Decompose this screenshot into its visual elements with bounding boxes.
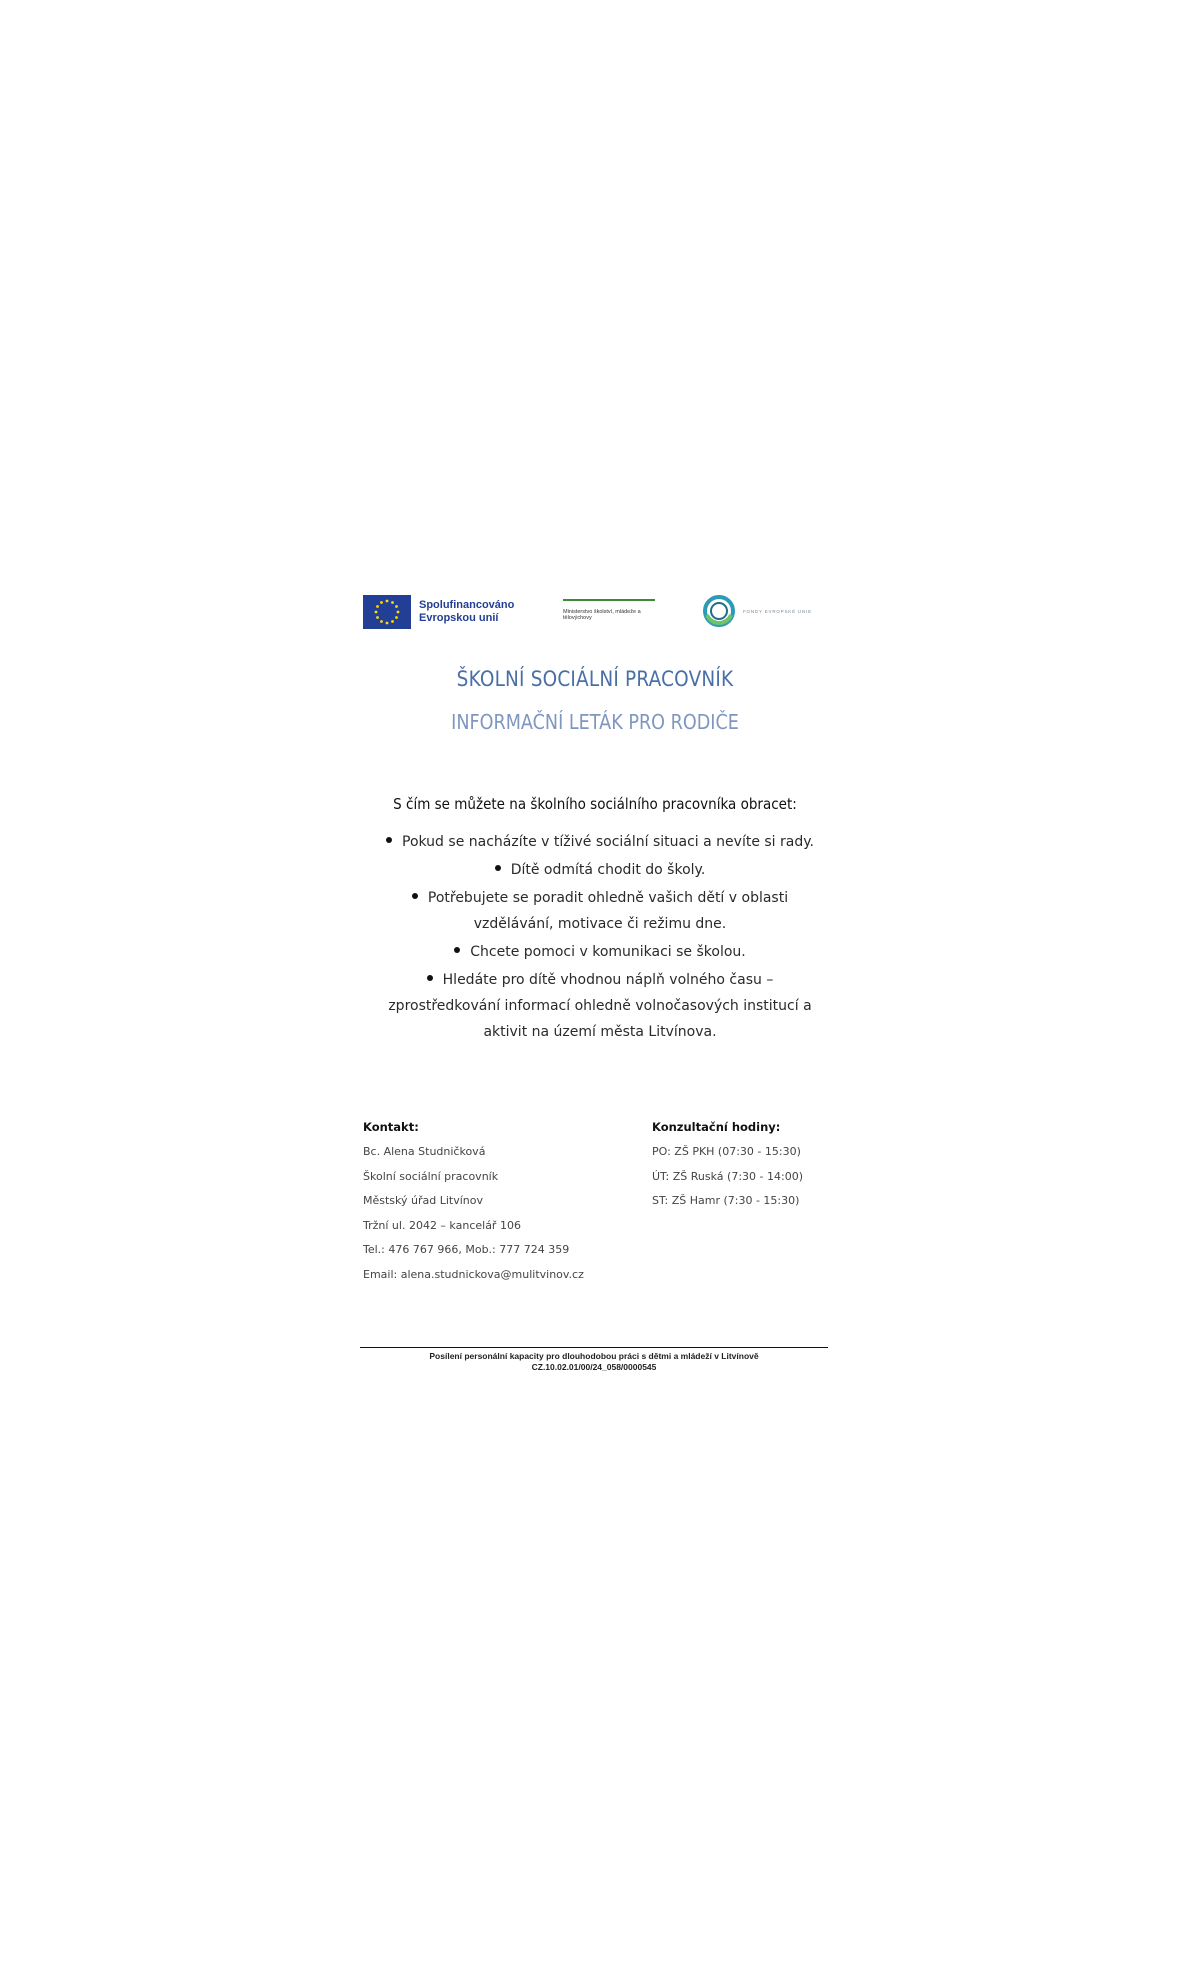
bullet-icon (412, 893, 418, 899)
bullet-icon (386, 837, 392, 843)
intro-question: S čím se můžete na školního sociálního pracovníka obracet: (393, 795, 797, 813)
footer-divider (360, 1347, 828, 1348)
ministry-logo (563, 599, 655, 621)
list-item-text: Pokud se nacházíte v tíživé sociální situaci a nevíte si rady. (402, 834, 814, 850)
logo-bar (360, 585, 830, 635)
eu-flag-icon (363, 595, 411, 629)
list-item-text: Hledáte pro dítě vhodnou náplň volného času – zprostředkování informací ohledně volnočasových institucí a aktivit na území města Litvínova. (388, 972, 812, 1040)
fund-logo (701, 593, 812, 629)
leaflet-page (360, 575, 830, 1375)
list-item (380, 885, 820, 937)
list-item (380, 967, 820, 1045)
list-item-text: Chcete pomoci v komunikaci se školou. (470, 944, 746, 960)
page-subtitle: INFORMAČNÍ LETÁK PRO RODIČE (451, 710, 739, 734)
page-title: ŠKOLNÍ SOCIÁLNÍ PRACOVNÍK (456, 667, 734, 691)
contact-name: Bc. Alena Studničková (363, 1145, 486, 1158)
bullet-icon (495, 865, 501, 871)
list-item-text: Dítě odmítá chodit do školy. (510, 862, 706, 878)
eu-logo (363, 595, 514, 629)
footer (360, 1351, 828, 1373)
ministry-logo-line (563, 599, 655, 601)
list-item (380, 939, 820, 965)
ministry-logo-text: Ministerstvo školství, mládeže a tělovýchovy (563, 609, 641, 621)
contact-role: Školní sociální pracovník (363, 1169, 499, 1183)
eu-logo-text (419, 599, 514, 625)
list-item (380, 857, 820, 883)
footer-project-name: Posílení personální kapacity pro dlouhodobou práci s dětmi a mládeží v Litvínově (429, 1351, 759, 1361)
eu-logo-line2: Evropskou unií (419, 612, 499, 624)
list-item (380, 829, 820, 855)
contact-email[interactable]: Email: alena.studnickova@mulitvinov.cz (363, 1267, 584, 1281)
contact-block (363, 1115, 613, 1287)
bullet-icon (454, 947, 460, 953)
hours-block (652, 1115, 832, 1214)
fund-ring-icon (701, 593, 737, 629)
bullet-icon (427, 975, 433, 981)
hours-monday: PO: ZŠ PKH (07:30 - 15:30) (652, 1145, 801, 1158)
contact-address: Tržní ul. 2042 – kancelář 106 (363, 1218, 521, 1232)
contact-phone: Tel.: 476 767 966, Mob.: 777 724 359 (363, 1243, 570, 1256)
eu-logo-line1: Spolufinancováno (419, 599, 515, 611)
footer-project-code: CZ.10.02.01/00/24_058/0000545 (531, 1362, 657, 1372)
hours-heading: Konzultační hodiny: (652, 1120, 781, 1134)
list-item-text: Potřebujete se poradit ohledně vašich dětí v oblasti vzdělávání, motivace či režimu dne. (427, 890, 789, 932)
bullet-list (380, 829, 820, 1047)
contact-office: Městský úřad Litvínov (363, 1194, 484, 1207)
fund-logo-text: FONDY EVROPSKÉ UNIE (743, 608, 812, 614)
contact-heading: Kontakt: (363, 1120, 419, 1134)
hours-tuesday: ÚT: ZŠ Ruská (7:30 - 14:00) (652, 1169, 803, 1183)
hours-wednesday: ST: ZŠ Hamr (7:30 - 15:30) (652, 1194, 800, 1207)
